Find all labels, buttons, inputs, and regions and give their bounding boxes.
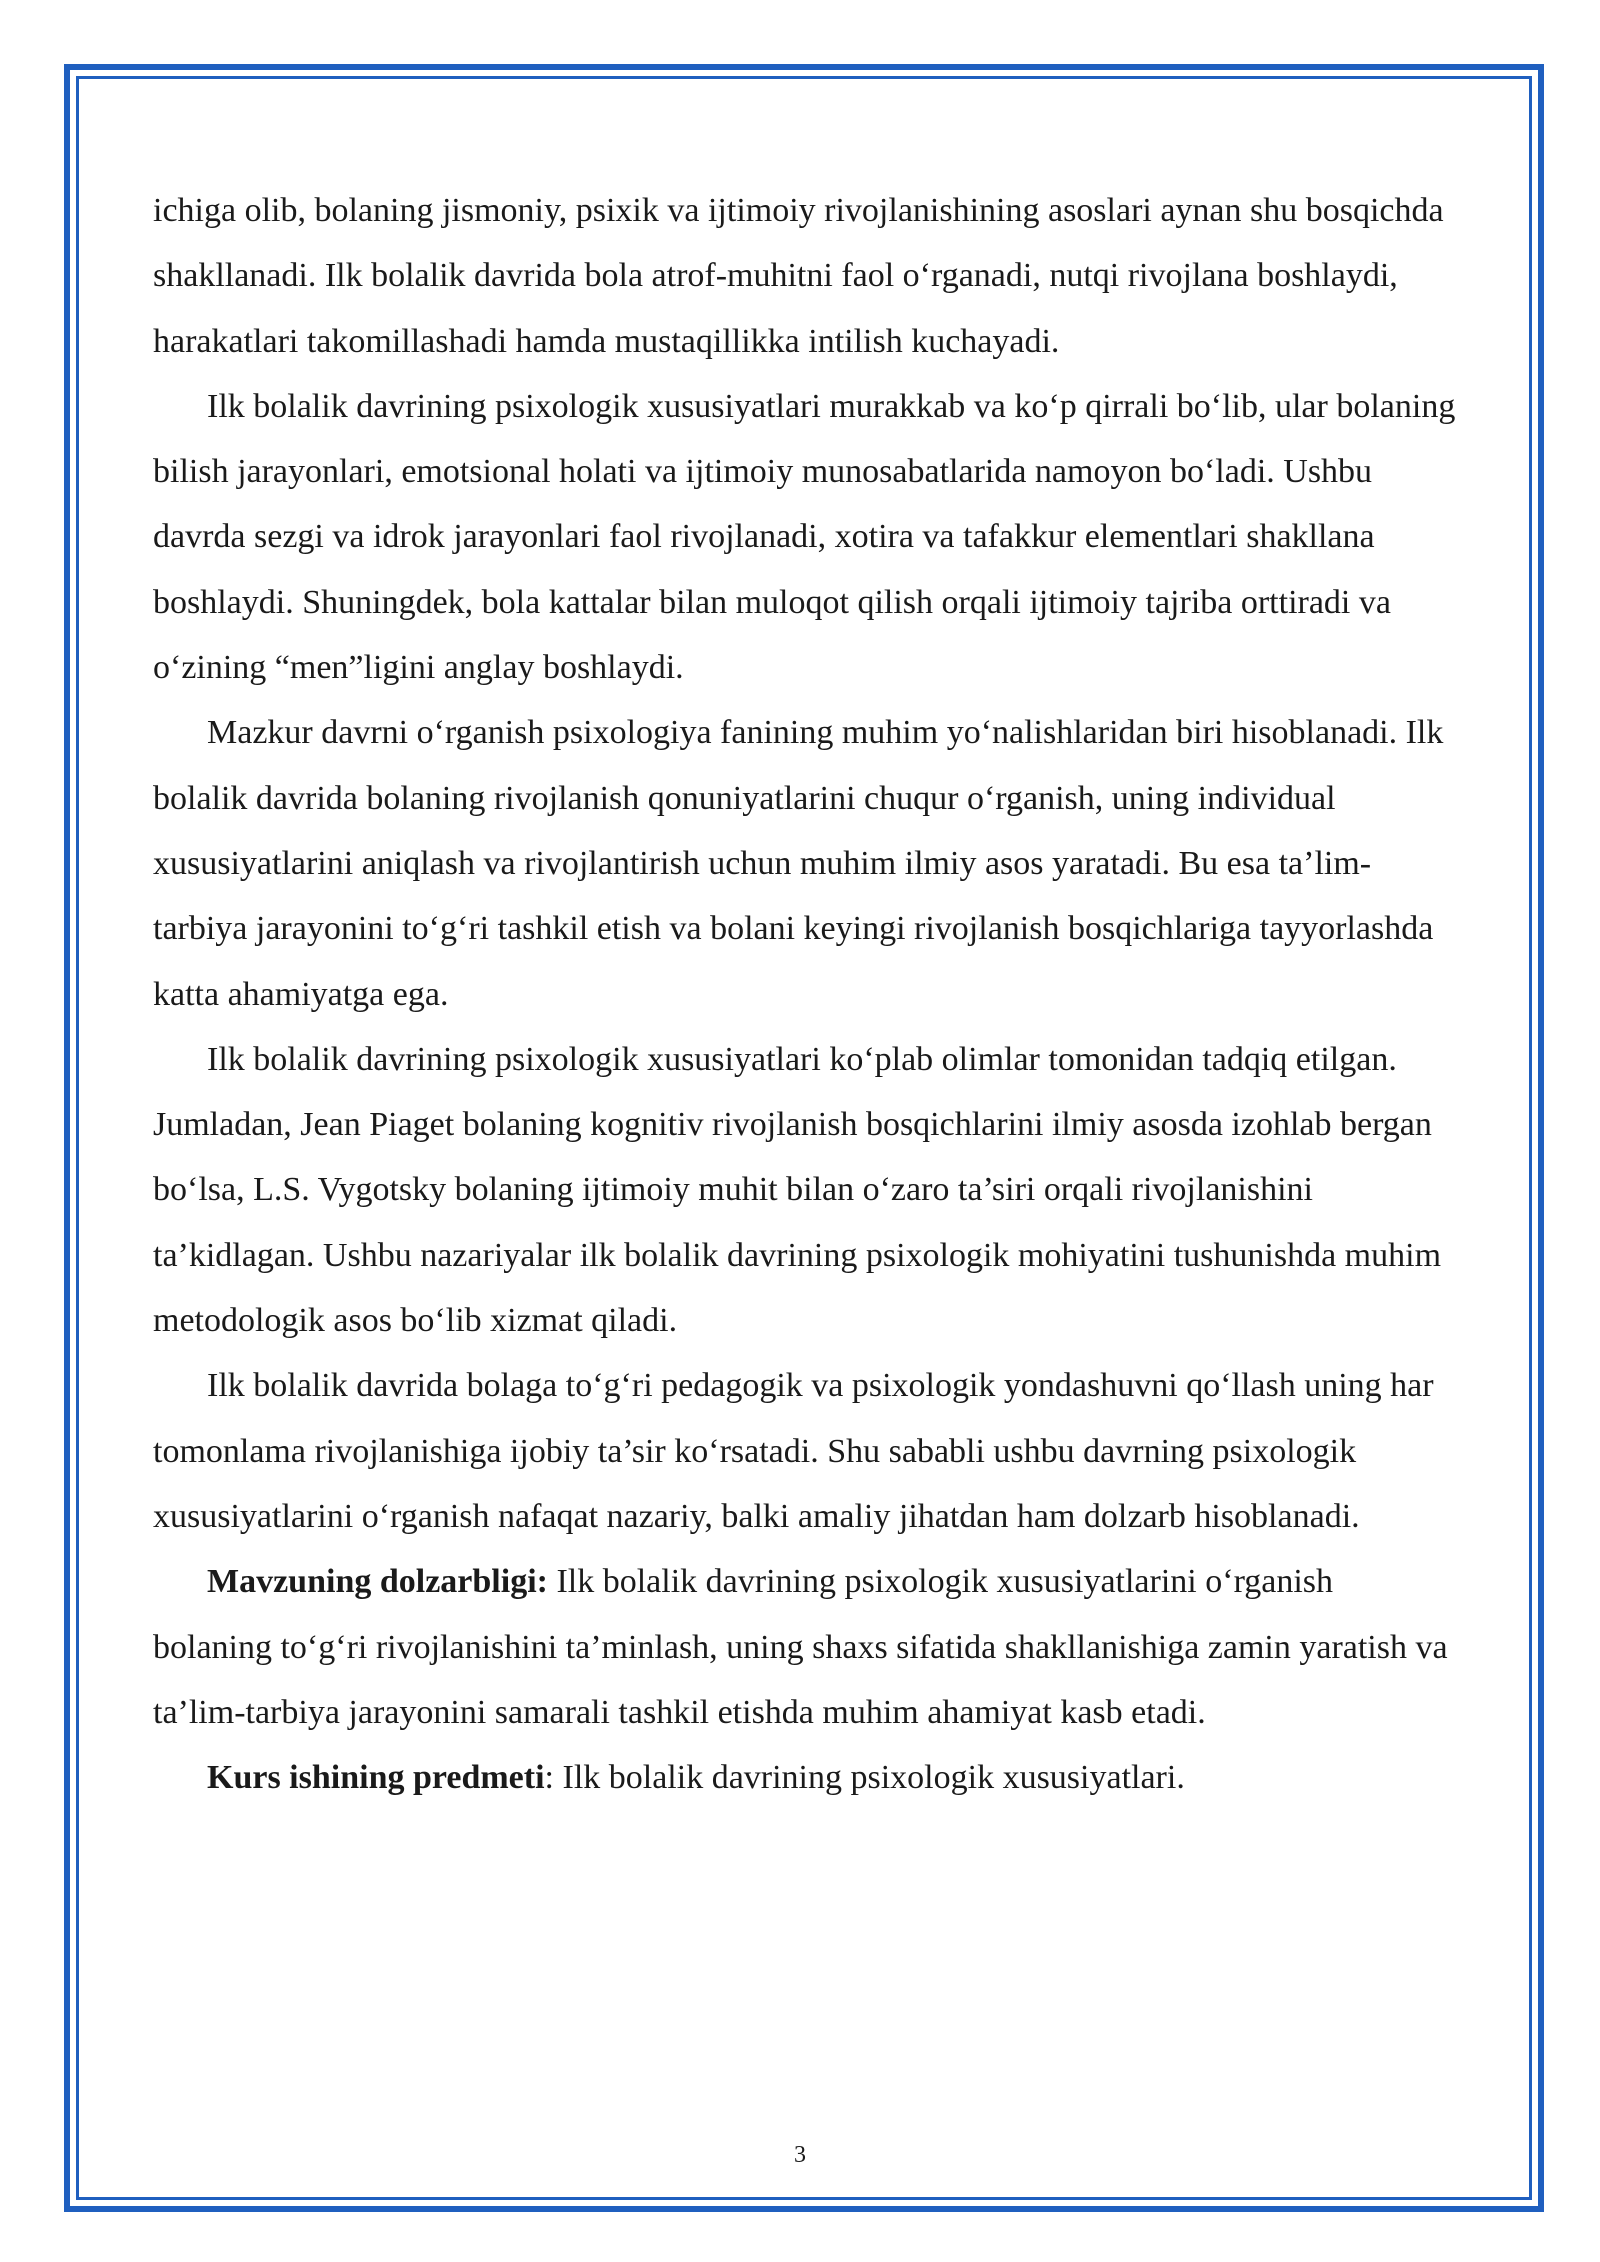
document-body <box>153 178 1458 1810</box>
paragraph-study-importance: Mazkur davrni o‘rganish psixologiya fanining muhim yo‘nalishlaridan biri hisoblanadi. Ilk bolalik davrida bolaning rivojlanish qonuniyatlarini chuqur o‘rganish, uning individual xususiyatlarini aniqlash va rivojlantirish uchun muhim ilmiy asos yaratadi. Bu esa ta’lim-tarbiya jarayonini to‘g‘ri tashkil etish va bolani keyingi rivojlanish bosqichlariga tayyorlashda katta ahamiyatga ega. <box>153 714 1444 1013</box>
subject-text: : Ilk bolalik davrining psixologik xususiyatlari. <box>544 1759 1185 1797</box>
subject-label: Kurs ishining predmeti <box>207 1759 545 1797</box>
paragraph-continuation: ichiga olib, bolaning jismoniy, psixik va ijtimoiy rivojlanishining asoslari aynan shu bosqichda shakllanadi. Ilk bolalik davrida bola atrof-muhitni faol o‘rganadi, nutqi rivojlana boshlaydi, harakatlari takomillashadi hamda mustaqillikka intilish kuchayadi. <box>153 192 1444 360</box>
relevance-label: Mavzuning dolzarbligi: <box>207 1563 548 1601</box>
paragraph-psychological-features: Ilk bolalik davrining psixologik xususiyatlari murakkab va ko‘p qirrali bo‘lib, ular bolaning bilish jarayonlari, emotsional holati va ijtimoiy munosabatlarida namoyon bo‘ladi. Ushbu davrda sezgi va idrok jarayonlari faol rivojlanadi, xotira va tafakkur elementlari shakllana boshlaydi. Shuningdek, bola kattalar bilan muloqot qilish orqali ijtimoiy tajriba orttiradi va o‘zining “men”ligini anglay boshlaydi. <box>153 387 1456 687</box>
page-number: 3 <box>794 2142 806 2168</box>
paragraph-scholars: Ilk bolalik davrining psixologik xususiyatlari ko‘plab olimlar tomonidan tadqiq etilgan. Jumladan, Jean Piaget bolaning kognitiv rivojlanish bosqichlarini ilmiy asosda izohlab bergan bo‘lsa, L.S. Vygotsky bolaning ijtimoiy muhit bilan o‘zaro ta’siri orqali rivojlanishini ta’kidlagan. Ushbu nazariyalar ilk bolalik davrining psixologik mohiyatini tushunishda muhim metodologik asos bo‘lib xizmat qiladi. <box>153 1040 1442 1340</box>
paragraph-pedagogical-approach: Ilk bolalik davrida bolaga to‘g‘ri pedagogik va psixologik yondashuvni qo‘llash uning har tomonlama rivojlanishiga ijobiy ta’sir ko‘rsatadi. Shu sababli ushbu davrning psixologik xususiyatlarini o‘rganish nafaqat nazariy, balki amaliy jihatdan ham dolzarb hisoblanadi. <box>153 1367 1434 1535</box>
paragraph-relevance <box>153 1549 1458 1745</box>
relevance-text: Ilk bolalik davrining psixologik xususiyatlarini o‘rganish bolaning to‘g‘ri rivojlanishini ta’minlash, uning shaxs sifatida shakllanishiga zamin yaratish va ta’lim-tarbiya jarayonini samarali tashkil etishda muhim ahamiyat kasb etadi. <box>153 1563 1448 1731</box>
paragraph-subject <box>153 1745 1458 1810</box>
